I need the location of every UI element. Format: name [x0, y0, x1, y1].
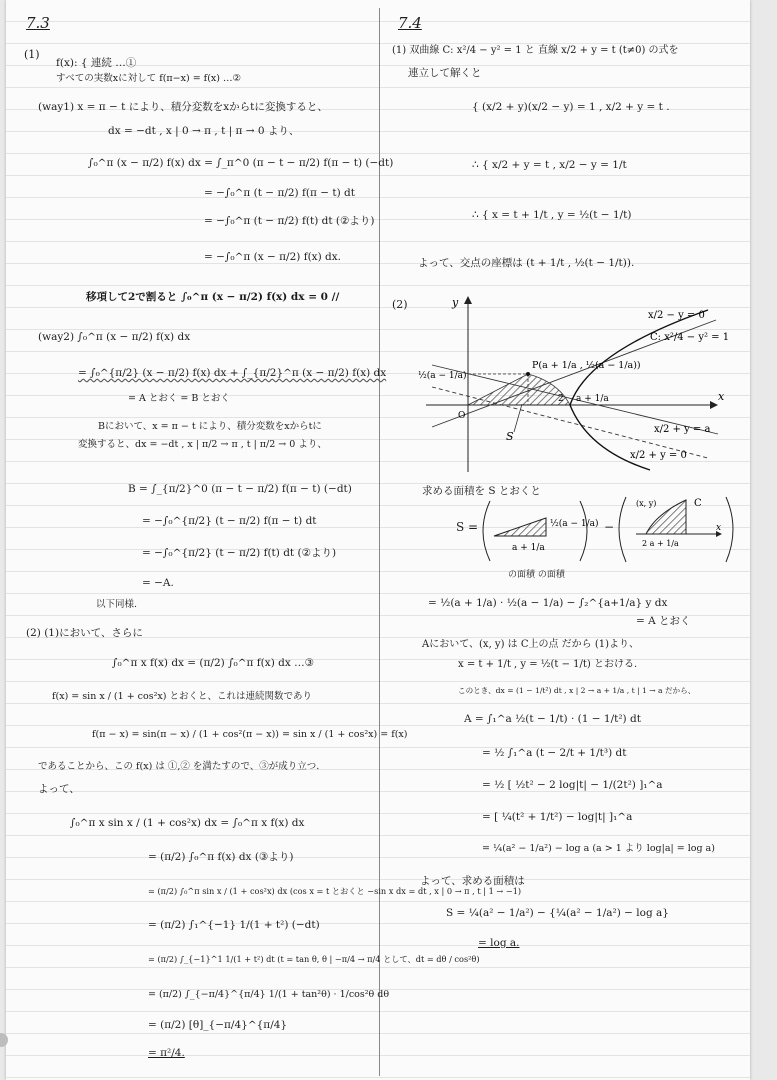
triangle-figure: [480, 496, 599, 566]
text-line: 変換すると、dx = −dt , x | π/2 → π , t | π/2 → 0 より、: [78, 439, 327, 450]
y-value-label: ½(a − 1/a): [418, 371, 467, 381]
final-answer: = log a.: [478, 937, 520, 949]
math-line: = ∫₀^{π/2} (x − π/2) f(x) dx + ∫_{π/2}^π (x − π/2) f(x) dx: [78, 367, 387, 379]
svg-text:x: x: [716, 523, 722, 533]
text-line: 以下同様.: [96, 599, 138, 610]
asymptote2-label: x/2 + y = 0: [630, 450, 687, 461]
text-line: すべての実数xに対して f(π−x) = f(x) …②: [56, 73, 241, 84]
math-line: = (π/2) ∫_{−π/4}^{π/4} 1/(1 + tan²θ) · 1/cos²θ dθ: [148, 989, 390, 1000]
final-answer: = π²/4.: [148, 1047, 185, 1059]
text-line: = A とおく = B とおく: [128, 393, 230, 404]
text-line: f(x): { 連続 …①: [56, 57, 137, 69]
text-line: Aにおいて、(x, y) は C上の点 だから (1)より、: [422, 639, 640, 650]
math-line: = −A.: [142, 577, 174, 589]
problem-number: 7.3: [26, 14, 50, 32]
asymptote-label: x/2 − y = 0: [648, 310, 705, 321]
math-line: = ½ [ ½t² − 2 log|t| − 1/(2t²) ]₁^a: [482, 779, 663, 791]
text-line: よって、求める面積は: [420, 875, 525, 887]
svg-text:a + 1/a: a + 1/a: [512, 543, 545, 553]
math-line: = (π/2) ∫₁^{−1} 1/(1 + t²) (−dt): [148, 919, 320, 931]
text-line: よって、: [38, 783, 80, 795]
math-line: = (π/2) ∫₀^π f(x) dx (③より): [148, 851, 294, 863]
math-line: ∫₀^π x sin x / (1 + cos²x) dx = ∫₀^π x f(x) dx: [70, 817, 305, 829]
math-line: ∴ { x/2 + y = t , x/2 − y = 1/t: [472, 159, 627, 171]
y-axis-label: y: [452, 296, 459, 309]
origin-label: O: [458, 411, 466, 421]
math-line: = ½(a + 1/a) · ½(a − 1/a) − ∫₂^{a+1/a} y dx: [428, 597, 668, 609]
text-line: dx = −dt , x | 0 → π , t | π → 0 より、: [108, 125, 300, 137]
math-line: ∫₀^π (x − π/2) f(x) dx = ∫_π^0 (π − t − π/2) f(π − t) (−dt): [88, 157, 394, 169]
vertex-label: 2: [558, 394, 564, 404]
math-line: = ½ ∫₁^a (t − 2/t + 1/t³) dt: [482, 747, 627, 759]
math-line: 移項して2で割ると ∫₀^π (x − π/2) f(x) dx = 0 //: [86, 291, 340, 303]
math-line: = (π/2) [θ]_{−π/4}^{π/4}: [148, 1019, 288, 1031]
problem-number: 7.4: [398, 14, 422, 32]
math-line: (way2) ∫₀^π (x − π/2) f(x) dx: [38, 331, 191, 343]
x-value-label: a + 1/a: [576, 394, 609, 404]
math-line: = (π/2) ∫_{−1}^1 1/(1 + t²) dt (t = tan θ, θ | −π/4 → π/4 として、dt = dθ / cos²θ): [148, 954, 480, 964]
text-line: 求める面積を S とおくと: [422, 485, 541, 497]
text-line: = A とおく: [636, 615, 691, 627]
s-equals: S =: [456, 520, 479, 534]
math-line: = −∫₀^π (x − π/2) f(x) dx.: [204, 251, 342, 263]
asymptote-line-2: [432, 387, 711, 458]
math-line: S = ¼(a² − 1/a²) − {¼(a² − 1/a²) − log a}: [446, 907, 669, 919]
math-line: = (π/2) ∫₀^π sin x / (1 + cos²x) dx (cos x = t とおくと −sin x dx = dt , x | 0 → π , t | 1 → −1): [148, 886, 522, 896]
y-axis-arrow: [464, 296, 472, 304]
hyperbola-graph: [418, 290, 748, 475]
math-line: = [ ¼(t² + 1/t²) − log|t| ]₁^a: [482, 811, 633, 823]
svg-text:C: C: [694, 498, 702, 509]
math-line: = −∫₀^π (t − π/2) f(π − t) dt: [204, 187, 355, 199]
x-axis-arrow: [710, 401, 718, 409]
math-line: { (x/2 + y)(x/2 − y) = 1 , x/2 + y = t .: [472, 101, 670, 113]
curve-area-figure: [616, 492, 736, 567]
svg-text:½(a − 1/a): ½(a − 1/a): [550, 519, 599, 529]
math-line: x = t + 1/t , y = ½(t − 1/t) とおける.: [458, 659, 638, 670]
math-line: = ¼(a² − 1/a²) − log a (a > 1 より log|a| = log a): [482, 843, 715, 854]
shaded-region-s: [468, 374, 570, 405]
text-line: Bにおいて、x = π − t により、積分変数をxからtに: [98, 421, 322, 432]
minus-sign: −: [604, 520, 615, 534]
math-line: B = ∫_{π/2}^0 (π − t − π/2) f(π − t) (−dt): [128, 483, 352, 495]
line-label: x/2 + y = a: [654, 424, 711, 435]
text-line: (2) (1)において、さらに: [26, 627, 143, 639]
math-line: f(π − x) = sin(π − x) / (1 + cos²(π − x)) = sin x / (1 + cos²x) = f(x): [92, 729, 408, 740]
text-line: よって、交点の座標は (t + 1/t , ½(t − 1/t)).: [418, 257, 635, 269]
region-label: S: [506, 430, 514, 443]
part-label: (1): [24, 48, 40, 61]
area-caption: の面積 の面積: [508, 570, 565, 580]
svg-text:(x, y): (x, y): [636, 499, 657, 508]
text-line: 連立して解くと: [408, 67, 482, 79]
text-line: (1) 双曲線 C: x²/4 − y² = 1 と 直線 x/2 + y = t (t≠0) の式を: [392, 45, 679, 56]
svg-text:2 a + 1/a: 2 a + 1/a: [642, 539, 679, 548]
point-label: P(a + 1/a , ½(a − 1/a)): [532, 360, 641, 371]
text-line: であることから、この f(x) は ①,② を満たすので、③が成り立つ.: [38, 761, 320, 772]
problem-7-4: [388, 0, 744, 1080]
point-p: [526, 372, 530, 376]
notebook-page: [6, 0, 750, 1080]
math-line: ∫₀^π x f(x) dx = (π/2) ∫₀^π f(x) dx …③: [112, 657, 315, 669]
math-line: = −∫₀^π (t − π/2) f(t) dt (②より): [204, 215, 375, 227]
math-line: f(x) = sin x / (1 + cos²x) とおくと、これは連続関数であり: [52, 691, 312, 702]
math-line: = −∫₀^{π/2} (t − π/2) f(t) dt (②より): [142, 547, 337, 559]
text-line: (way1) x = π − t により、積分変数をxからtに変換すると、: [38, 101, 328, 113]
math-line: ∴ { x = t + 1/t , y = ½(t − 1/t): [472, 209, 632, 221]
part-label: (2): [392, 298, 408, 311]
curve-label: C: x²/4 − y² = 1: [650, 332, 730, 343]
x-axis-label: x: [718, 390, 725, 403]
math-line: = −∫₀^{π/2} (t − π/2) f(π − t) dt: [142, 515, 317, 527]
math-line: このとき、dx = (1 − 1/t²) dt , x | 2 → a + 1/a , t | 1 → a だから、: [458, 686, 696, 695]
math-line: A = ∫₁^a ½(t − 1/t) · (1 − 1/t²) dt: [464, 713, 641, 725]
